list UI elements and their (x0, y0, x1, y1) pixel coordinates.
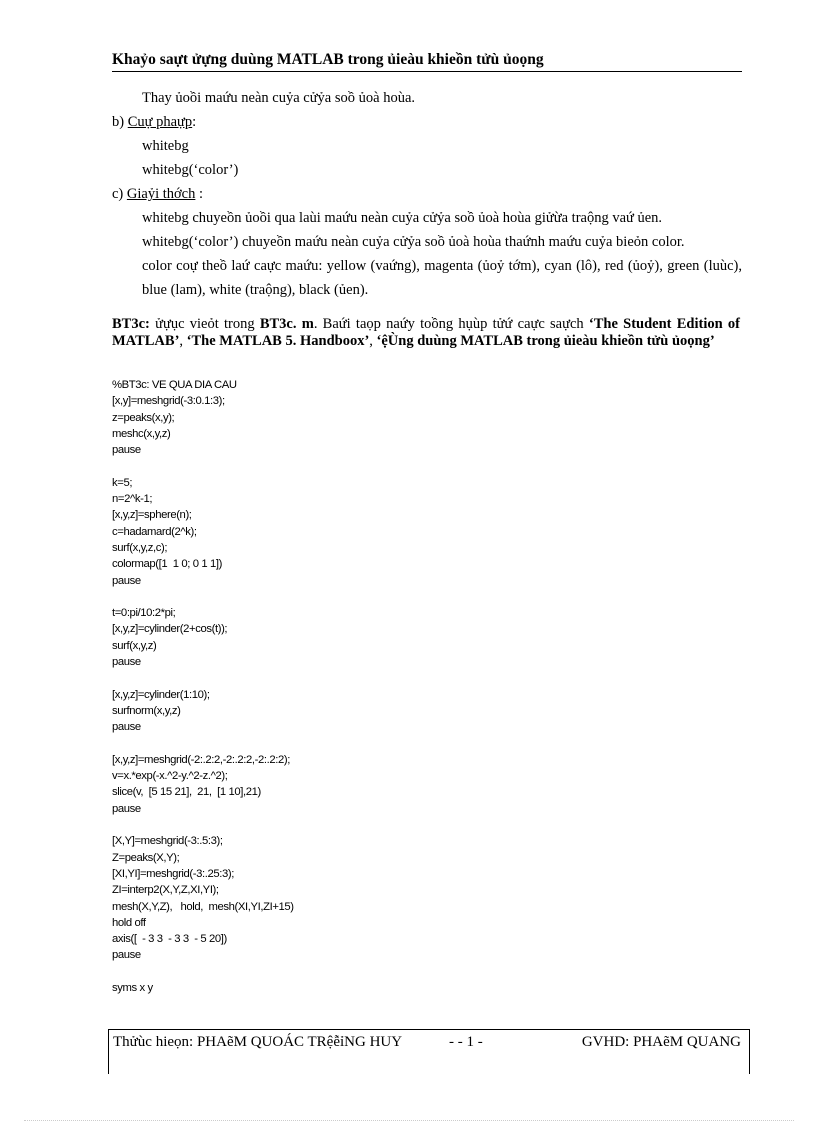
code-line: [x,y,z]=cylinder(2+cos(t)); (112, 623, 228, 636)
code-line (112, 964, 294, 980)
explain-colon: : (195, 186, 204, 202)
code-line: slice(v, [5 15 21], 21, [1 10],21) (112, 786, 261, 799)
code-line (112, 817, 294, 833)
code-line: mesh(X,Y,Z), hold, mesh(XI,YI,ZI+15) (112, 900, 294, 913)
code-line (112, 589, 294, 605)
syntax-label: Cuự phaựp (127, 114, 193, 130)
intro-section (112, 86, 742, 302)
code-line: pause (112, 574, 141, 587)
bt3c-file: BT3c. m (259, 316, 314, 332)
syntax-line-1: whitebg (142, 138, 189, 154)
code-line (112, 736, 294, 752)
code-line: [x,y]=meshgrid(-3:0.1:3); (112, 395, 225, 408)
bt3c-book-3: ‘ệÙng duùng MATLAB trong ủieàu khieồn tửù ủoọng’ (376, 333, 715, 349)
syntax-prefix: b) (112, 114, 128, 130)
code-line: z=peaks(x,y); (112, 411, 175, 424)
explain-line-3 (112, 254, 742, 302)
code-line: pause (112, 802, 141, 815)
code-line: hold off (112, 916, 146, 929)
code-listing (112, 377, 294, 996)
explain-line-2: whitebg(‘color’) chuyeồn maứu neàn cuỷa cửỷa soồ ủoà hoùa thaứnh maứu cuỷa bieỏn color. (142, 234, 685, 250)
code-line: syms x y (112, 981, 153, 994)
code-line: pause (112, 721, 141, 734)
code-line: surfnorm(x,y,z) (112, 704, 181, 717)
code-line: [X,Y]=meshgrid(-3:.5:3); (112, 835, 223, 848)
bt3c-book-1: ‘The Student Edition of MATLAB’ (112, 316, 741, 349)
syntax-heading (112, 110, 742, 134)
explain-label: Giaỷi thớch (126, 186, 196, 202)
code-line: t=0:pi/10:2*pi; (112, 607, 176, 620)
explain-line-1: whitebg chuyeồn ủoồi qua laùi maứu neàn cuỷa cửỷa soồ ủoà hoùa giửừa traộng vaứ ủen. (142, 210, 663, 226)
bt3c-book-2: ‘The MATLAB 5. Handboox’ (186, 333, 370, 349)
bt3c-label: BT3c: (112, 316, 150, 332)
code-line: pause (112, 949, 141, 962)
code-line: pause (112, 444, 141, 457)
code-line: meshc(x,y,z) (112, 427, 171, 440)
code-line: ZI=interp2(X,Y,Z,XI,YI); (112, 884, 219, 897)
footer-advisor: GVHD: PHAẽM QUANG (581, 1034, 741, 1050)
explain-prefix: c) (112, 186, 127, 202)
code-line: surf(x,y,z) (112, 639, 157, 652)
code-line (112, 458, 294, 474)
bt3c-text-1: ửựục vieỏt trong (149, 316, 260, 332)
code-line: v=x.*exp(-x.^2-y.^2-z.^2); (112, 770, 228, 783)
syntax-line-2: whitebg(‘color’) (142, 162, 239, 178)
explain-heading (112, 182, 742, 206)
code-line: [x,y,z]=cylinder(1:10); (112, 688, 210, 701)
bt3c-sep-1: , (179, 333, 187, 349)
code-line: c=hadamard(2^k); (112, 525, 197, 538)
code-line: Z=peaks(X,Y); (112, 851, 180, 864)
code-line: k=5; (112, 476, 133, 489)
code-line: %BT3c: VE QUA DIA CAU (112, 379, 237, 391)
code-line: [x,y,z]=meshgrid(-2:.2:2,-2:.2:2,-2:.2:2); (112, 753, 290, 766)
code-line: surf(x,y,z,c); (112, 541, 168, 554)
code-line: [XI,YI]=meshgrid(-3:.25:3); (112, 867, 234, 880)
bt3c-text-2: . Baứi taọp naứy toồng hụùp tửứ caực saựch (313, 316, 589, 332)
bt3c-sep-2: , (369, 333, 377, 349)
page-header-title: Khaỷo saựt ửựng duùng MATLAB trong ủieàu khieồn tửù ủoọng (112, 51, 742, 72)
code-line: [x,y,z]=sphere(n); (112, 509, 192, 522)
code-line: n=2^k-1; (112, 493, 153, 506)
code-line: axis([ - 3 3 - 3 3 - 5 20]) (112, 933, 227, 946)
footer-page-number: - - 1 - (449, 1034, 483, 1050)
code-line (112, 670, 294, 686)
page-bottom-divider (24, 1120, 794, 1121)
footer-author: Thửùc hieọn: PHAẽM QUOÁC TRệễỉNG HUY (113, 1034, 403, 1050)
syntax-colon: : (192, 114, 197, 130)
page-footer (108, 1029, 750, 1074)
bt3c-paragraph (112, 316, 740, 350)
intro-line: Thay ủoồi maứu neàn cuỷa cửỷa soồ ủoà hoùa. (142, 90, 416, 106)
code-line: pause (112, 656, 141, 669)
code-line: colormap([1 1 0; 0 1 1]) (112, 558, 222, 571)
explain-colors-text: color coự theồ laứ caực maứu: yellow (vaứng), magenta (ủoỷ tớm), cyan (lô), red (ủoỷ), green (luùc), blue (lam), white (traộng), black (ủen). (142, 258, 742, 298)
